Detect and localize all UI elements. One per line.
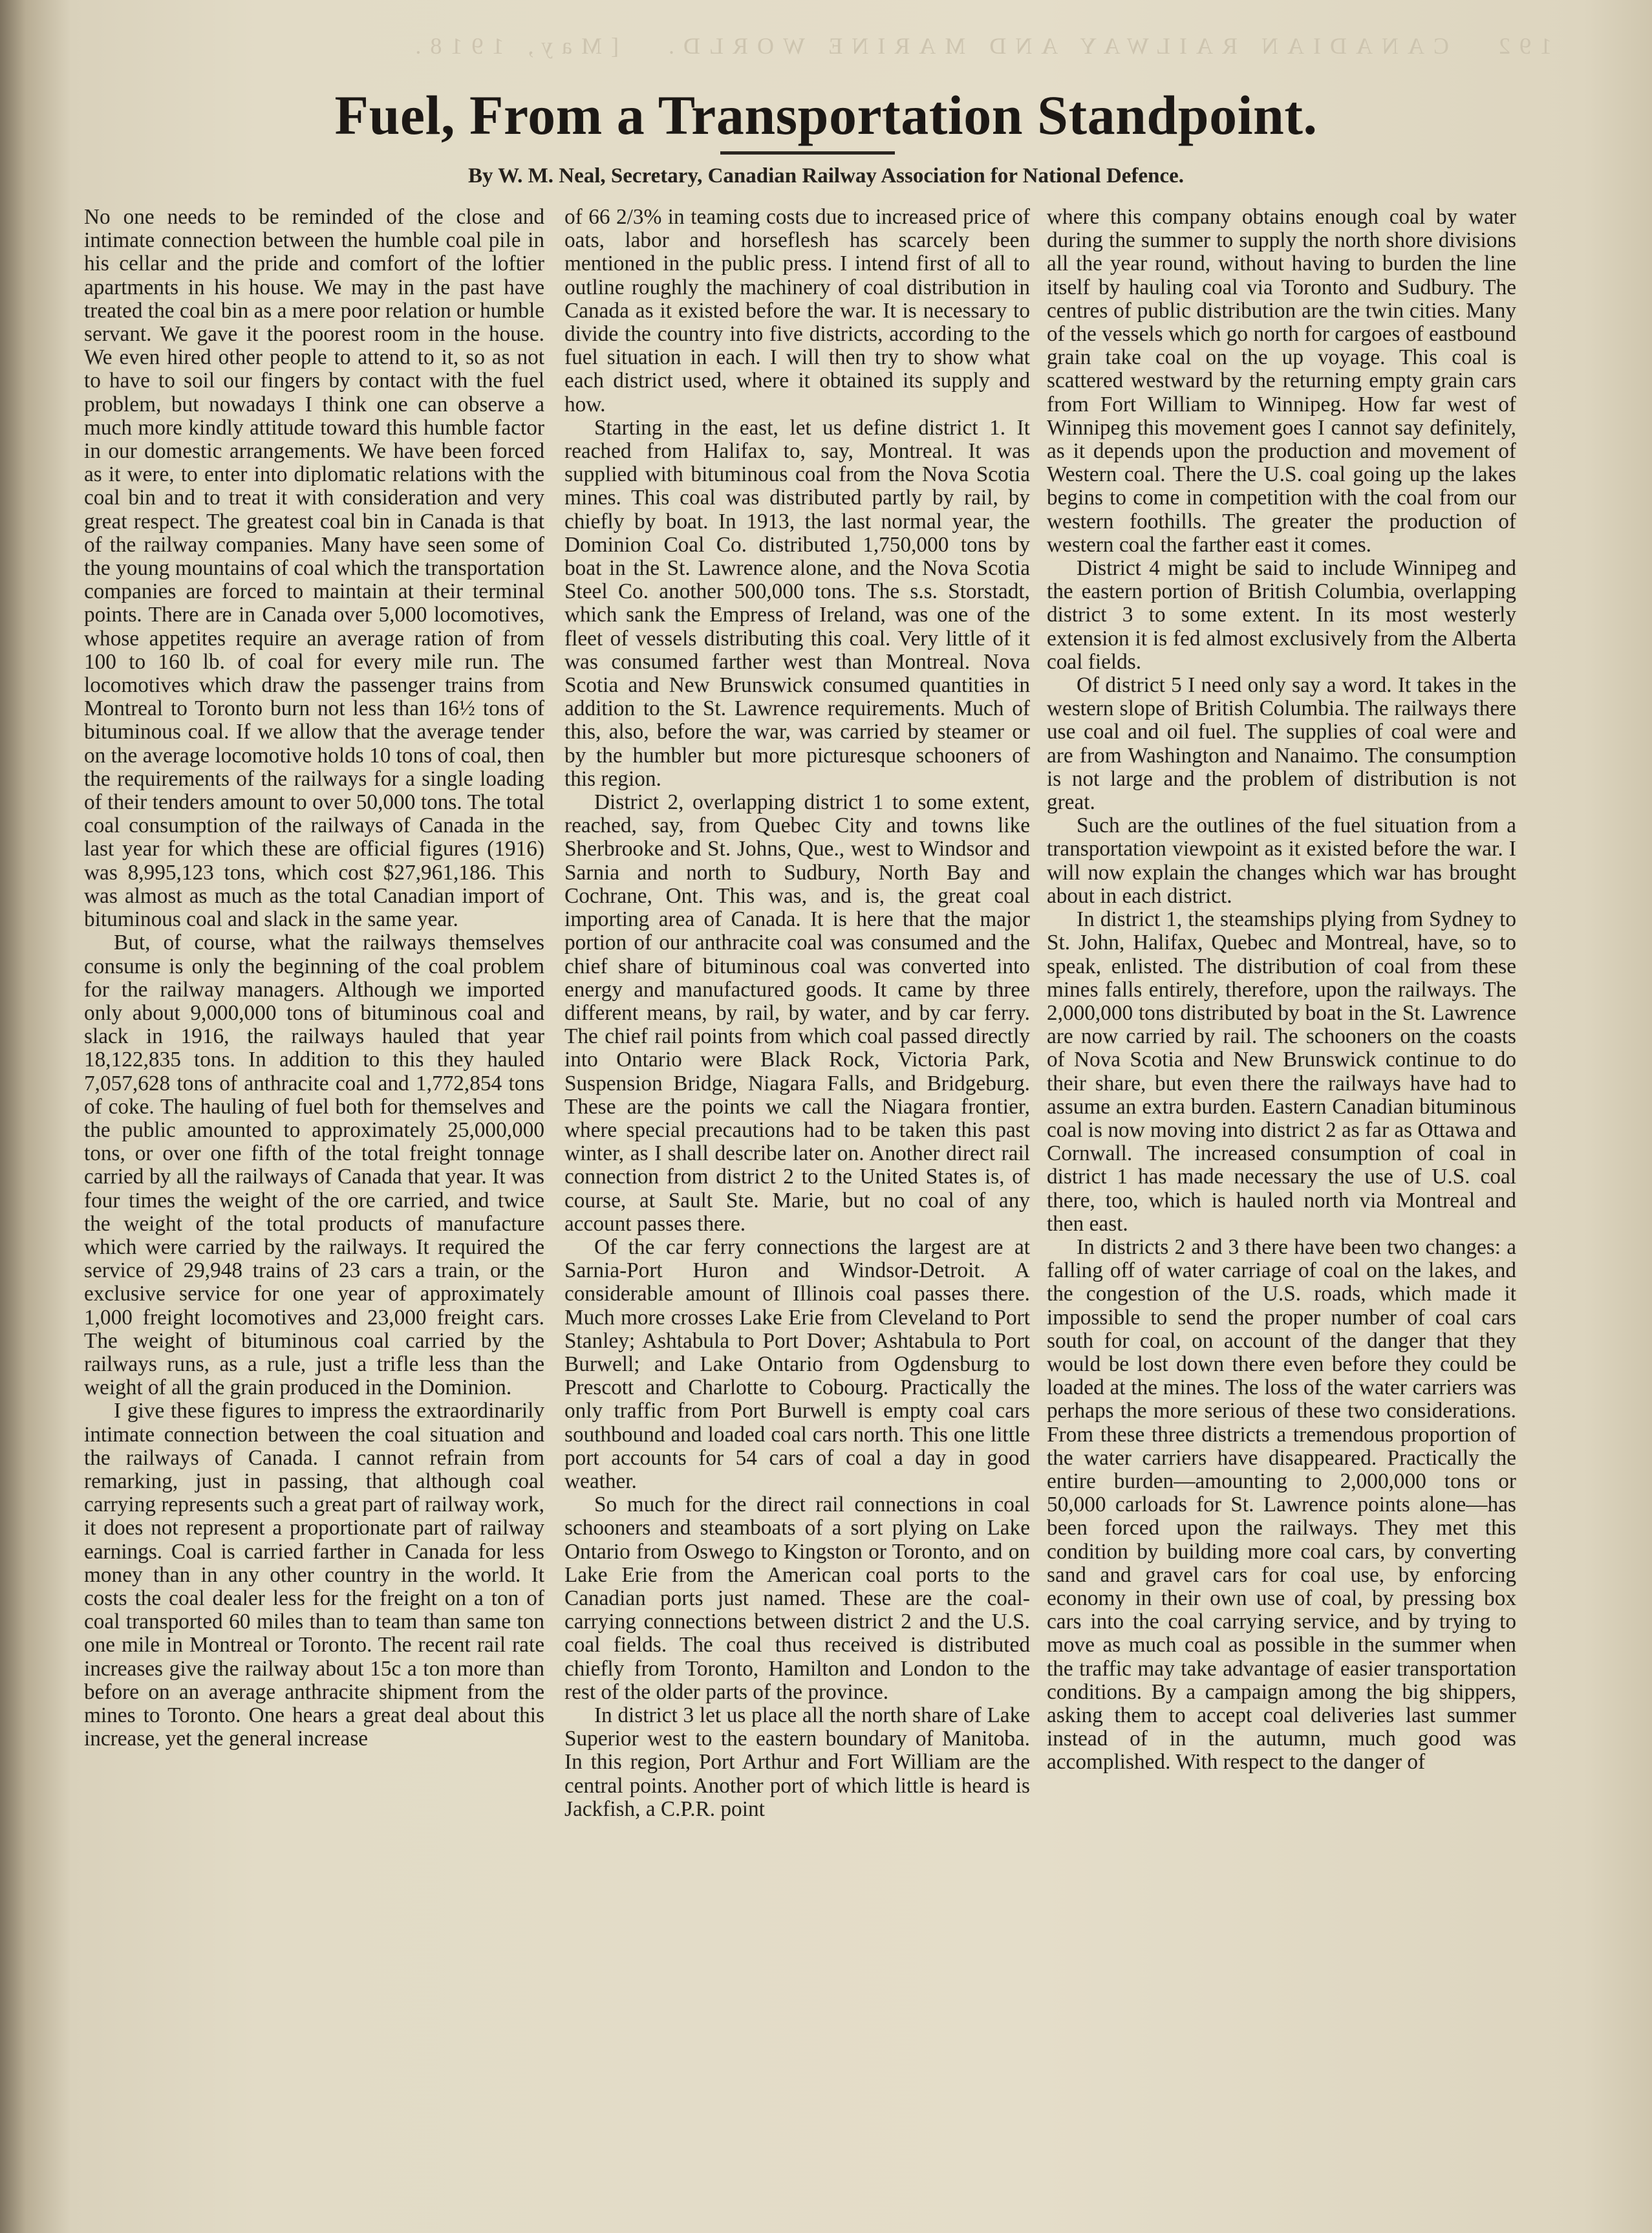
paragraph: Of district 5 I need only say a word. It takes in the western slope of British Columbia. The railways there use coal and oil fuel. The supplies of coal were and are from Washington and Nanaimo. The consumption is not large and the problem of distribution is not great.: [1047, 673, 1516, 815]
paragraph: But, of course, what the railways themselves consume is only the beginning of the coal problem for the railway managers. Although we imported only about 9,000,000 tons of bituminous coal and slack in 1916, the railways hauled that year 18,122,835 tons. In addition to this they hauled 7,057,628 tons of anthracite coal and 1,772,854 tons of coke. The hauling of fuel both for themselves and the public amounted to approximately 25,000,000 tons, or over one fifth of the total freight tonnage carried by all the railways of Canada that year. It was four times the weight of the ore carried, and twice the weight of the total products of manufacture which were carried by the railways. It required the service of 29,948 trains of 23 cars a train, or the exclusive service for one year of approximately 1,000 freight locomotives and 23,000 freight cars. The weight of bituminous coal carried by the railways runs, as a rule, just a trifle less than the weight of all the grain produced in the Dominion.: [84, 931, 544, 1400]
column-3: [1047, 206, 1516, 2217]
paragraph: District 4 might be said to include Winnipeg and the eastern portion of British Columbia, overlapping district 3 to some extent. In its most westerly extension it is fed almost exclusively from the Alberta coal fields.: [1047, 556, 1516, 674]
article-title: Fuel, From a Transportation Standpoint.: [334, 84, 1318, 146]
column-1: [84, 206, 544, 2217]
bleed-page-number: 192: [1490, 33, 1552, 59]
article-byline: By W. M. Neal, Secretary, Canadian Railway Association for National Defence.: [468, 164, 1184, 188]
paragraph: No one needs to be reminded of the close and intimate connection between the humble coal pile in his cellar and the pride and comfort of the loftier apartments in his house. We may in the past have treated the coal bin as a mere poor relation or humble servant. We gave it the poorest room in the house. We even hired other people to attend to it, so as not to have to soil our fingers by contact with the fuel problem, but nowadays I think one can observe a much more kindly attitude toward this humble factor in our domestic arrangements. We have been forced as it were, to enter into diplomatic relations with the coal bin and to treat it with consideration and very great respect. The greatest coal bin in Canada is that of the railway companies. Many have seen some of the young mountains of coal which the transportation companies are forced to maintain at their terminal points. There are in Canada over 5,000 locomotives, whose appetites require an average ration of from 100 to 160 lb. of coal for every mile run. The locomotives which draw the passenger trains from Montreal to Toronto burn not less than 16½ tons of bituminous coal. If we allow that the average tender on the average locomotive holds 10 tons of coal, then the requirements of the railways for a single loading of their tenders amount to over 50,000 tons. The total coal consumption of the railways of Canada in the last year for which these are official figures (1916) was 8,995,123 tons, which cost $27,961,186. This was almost as much as the total Canadian import of bituminous coal and slack in the same year.: [84, 206, 544, 932]
show-through-header: [406, 32, 1552, 59]
bleed-journal-title: CANADIAN RAILWAY AND MARINE WORLD.: [660, 33, 1449, 59]
paragraph: I give these figures to impress the extraordinarily intimate connection between the coal situation and the railways of Canada. I cannot refrain from remarking, just in passing, that although coal carrying represents such a great part of railway work, it does not represent a proportionate part of railway earnings. Coal is carried farther in Canada for less money than in any other country in the world. It costs the coal dealer less for the freight on a ton of coal transported 60 miles than to team than same ton one mile in Montreal or Toronto. The recent rail rate increases give the railway about 15c a ton more than before on an average anthracite shipment from the mines to Toronto. One hears a great deal about this increase, yet the general increase: [84, 1399, 544, 1751]
paragraph: where this company obtains enough coal by water during the summer to supply the north shore divisions all the year round, without having to burden the line itself by hauling coal via Toronto and Sudbury. The centres of public distribution are the twin cities. Many of the vessels which go north for cargoes of eastbound grain take coal on the up voyage. This coal is scattered westward by the returning empty grain cars from Fort William to Winnipeg. How far west of Winnipeg this movement goes I cannot say definitely, as it depends upon the production and movement of Western coal. There the U.S. coal going up the lakes begins to come in competition with the coal from our western foothills. The greater the production of western coal the farther east it comes.: [1047, 206, 1516, 557]
title-rule: [720, 151, 895, 155]
paragraph: Of the car ferry connections the largest are at Sarnia-Port Huron and Windsor-Detroit. A considerable amount of Illinois coal passes there. Much more crosses Lake Erie from Cleveland to Port Stanley; Ashtabula to Port Dover; Ashtabula to Port Burwell; and Lake Ontario from Ogdensburg to Prescott and Charlotte to Cobourg. Practically the only traffic from Port Burwell is empty coal cars southbound and loaded coal cars north. This one little port accounts for 54 cars of coal a day in good weather.: [564, 1235, 1030, 1493]
paragraph: So much for the direct rail connections in coal schooners and steamboats of a sort plying on Lake Ontario from Oswego to Kingston or Toronto, and on Lake Erie from the American coal ports to the Canadian ports just named. These are the coal-carrying connections between district 2 and the U.S. coal fields. The coal thus received is distributed chiefly from Toronto, Hamilton and London to the rest of the older parts of the province.: [564, 1493, 1030, 1704]
paragraph: In district 1, the steamships plying from Sydney to St. John, Halifax, Quebec and Montreal, have, so to speak, enlisted. The distribution of coal from these mines falls entirely, therefore, upon the railways. The 2,000,000 tons distributed by boat in the St. Lawrence are now carried by rail. The schooners on the coasts of Nova Scotia and New Brunswick continue to do their share, but even there the railways have had to assume an extra burden. Eastern Canadian bituminous coal is now moving into district 2 as far as Ottawa and Cornwall. The increased consumption of coal in district 1 has made necessary the use of U.S. coal there, too, which is hauled north via Montreal and then east.: [1047, 907, 1516, 1236]
paragraph: of 66 2/3% in teaming costs due to increased price of oats, labor and horseflesh has scarcely been mentioned in the public press. I intend first of all to outline roughly the machinery of coal distribution in Canada as it existed before the war. It is necessary to divide the country into five districts, according to the fuel situation in each. I will then try to show what each district used, where it obtained its supply and how.: [564, 206, 1030, 416]
paragraph: In districts 2 and 3 there have been two changes: a falling off of water carriage of coal on the lakes, and the congestion of the U.S. roads, which made it impossible to send the proper number of coal cars south for coal, on account of the danger that they would be lost down there even before they could be loaded at the mines. The loss of the water carriers was perhaps the more serious of these two considerations. From these three districts a tremendous proportion of the water carriers have disappeared. Practically the entire burden—amounting to 2,000,000 tons or 50,000 carloads for St. Lawrence points alone—has been forced upon the railways. They met this condition by building more coal cars, by converting sand and gravel cars for coal use, by enforcing economy in their own use of coal, by pressing box cars into the coal carrying service, and by trying to move as much coal as possible in the summer when the traffic may take advantage of easier transportation conditions. By a campaign among the big shippers, asking them to accept coal deliveries last summer instead of in the autumn, much good was accomplished. With respect to the danger of: [1047, 1235, 1516, 1775]
paragraph: Such are the outlines of the fuel situation from a transportation viewpoint as it existed before the war. I will now explain the changes which war has brought about in each district.: [1047, 814, 1516, 908]
paragraph: In district 3 let us place all the north share of Lake Superior west to the eastern boundary of Manitoba. In this region, Port Arthur and Fort William are the central points. Another port of which little is heard is Jackfish, a C.P.R. point: [564, 1703, 1030, 1821]
paragraph: District 2, overlapping district 1 to some extent, reached, say, from Quebec City and towns like Sherbrooke and St. Johns, Que., west to Windsor and Sarnia and north to Sudbury, North Bay and Cochrane, Ont. This was, and is, the great coal importing area of Canada. It is here that the major portion of our anthracite coal was consumed and the chief share of bituminous coal was converted into energy and manufactured goods. It came by three different means, by rail, by water, and by car ferry. The chief rail points from which coal passed directly into Ontario were Black Rock, Victoria Park, Suspension Bridge, Niagara Falls, and Bridgeburg. These are the points we call the Niagara frontier, where special precautions had to be taken this past winter, as I shall describe later on. Another direct rail connection from district 2 to the United States is, of course, at Sault Ste. Marie, but no coal of any account passes there.: [564, 790, 1030, 1236]
column-2: [564, 206, 1030, 2217]
paragraph: Starting in the east, let us define district 1. It reached from Halifax to, say, Montreal. It was supplied with bituminous coal from the Nova Scotia mines. This coal was distributed partly by rail, by chiefly by boat. In 1913, the last normal year, the Dominion Coal Co. distributed 1,750,000 tons by boat in the St. Lawrence alone, and the Nova Scotia Steel Co. another 500,000 tons. The s.s. Storstadt, which sank the Empress of Ireland, was one of the fleet of vessels distributing this coal. Very little of it was consumed farther west than Montreal. Nova Scotia and New Brunswick consumed quantities in addition to the St. Lawrence requirements. Much of this, also, before the war, was carried by steamer or by the humbler but more picturesque schooners of this region.: [564, 415, 1030, 791]
bleed-issue: [May, 1918.: [406, 33, 619, 59]
